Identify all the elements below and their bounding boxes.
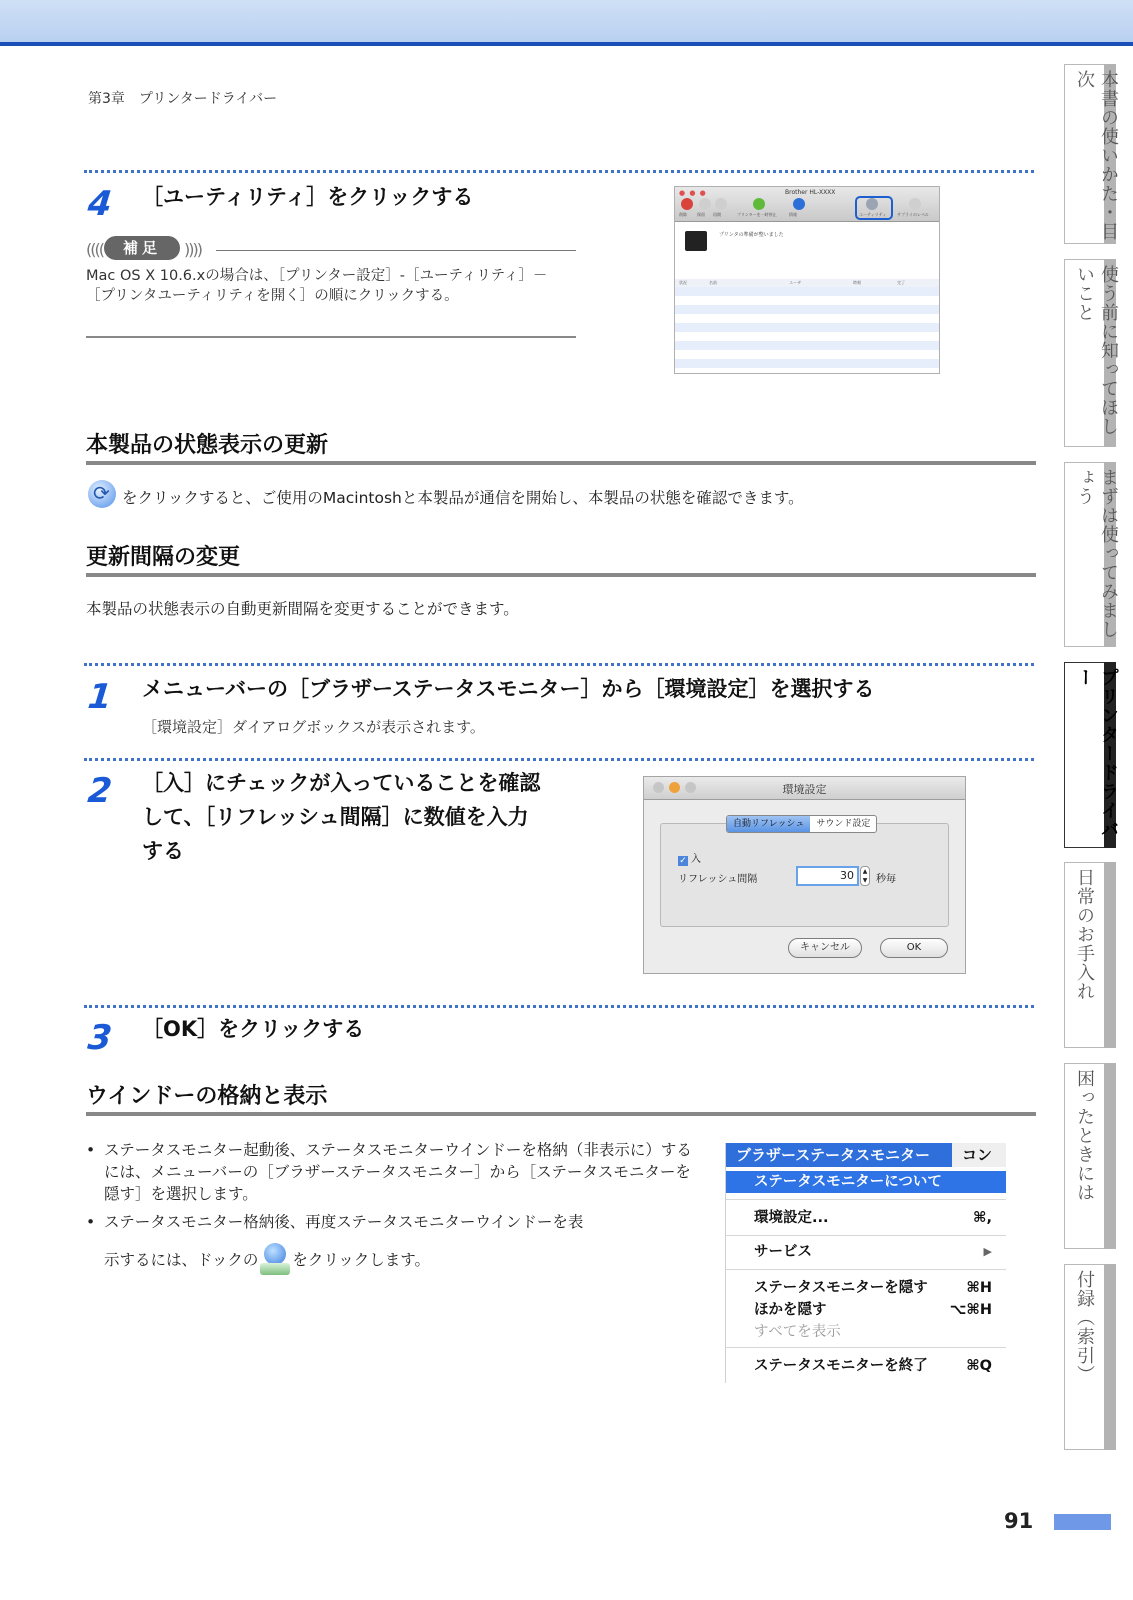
preferences-dialog-screenshot bbox=[643, 776, 966, 974]
page-number: 91 bbox=[1004, 1509, 1034, 1533]
step-title-line: する bbox=[142, 839, 184, 863]
section-title-window: ウインドーの格納と表示 bbox=[86, 1084, 328, 1109]
section-title-refresh: 本製品の状態表示の更新 bbox=[86, 433, 329, 458]
bullet-continuation: 示するには、ドックの をクリックします。 bbox=[104, 1243, 724, 1276]
column-header: 完了 bbox=[897, 280, 905, 285]
refresh-text: をクリックすると、ご使用のMacintoshと本製品が通信を開始し、本製品の状態を確認できます。 bbox=[122, 489, 804, 507]
step-number: 4 bbox=[85, 184, 114, 224]
toolbar-label: サプライのレベル bbox=[897, 212, 929, 217]
enable-checkbox[interactable] bbox=[678, 850, 701, 866]
hold-icon bbox=[699, 198, 711, 210]
note-text: Mac OS X 10.6.xの場合は、［プリンター設定］-［ユーティリティ］－［プリンタユーティリティを開く］の順にクリックする。 bbox=[86, 268, 548, 304]
side-tab-label: 使う前に知ってほしいこと bbox=[1074, 265, 1119, 436]
side-tab-label: まずは使ってみましょう bbox=[1074, 468, 1119, 639]
checkmark-icon: ✓ bbox=[679, 856, 687, 866]
side-tab-label: 困ったときには bbox=[1074, 1069, 1095, 1202]
toolbar-label: 情報 bbox=[789, 212, 797, 217]
interval-input[interactable]: 30 bbox=[796, 866, 859, 886]
step-divider bbox=[84, 758, 1034, 761]
side-tab-label: プリンタードライバー bbox=[1074, 668, 1119, 839]
step-divider bbox=[84, 170, 1034, 173]
page-number-bar bbox=[1054, 1514, 1111, 1530]
window-controls-icon: ● ● ● bbox=[679, 189, 707, 197]
menu-item-preferences[interactable]: 環境設定... ⌘, bbox=[754, 1210, 992, 1226]
tab-auto-refresh[interactable]: 自動リフレッシュ bbox=[727, 816, 810, 832]
header-rule bbox=[0, 42, 1133, 46]
side-tab-contents[interactable] bbox=[1064, 64, 1119, 244]
section-title-interval: 更新間隔の変更 bbox=[86, 545, 241, 570]
side-tab-appendix[interactable] bbox=[1064, 1264, 1116, 1450]
utility-icon bbox=[866, 198, 878, 210]
supply-level-icon bbox=[909, 198, 921, 210]
job-table-rows bbox=[675, 287, 939, 373]
side-tab-label: 日常のお手入れ bbox=[1074, 868, 1095, 1001]
app-menu-screenshot bbox=[725, 1143, 1006, 1383]
note-badge: 補足 bbox=[104, 236, 180, 260]
submenu-arrow-icon: ▶ bbox=[983, 1245, 992, 1258]
section-rule bbox=[86, 1112, 1036, 1116]
side-tab-getting-started[interactable] bbox=[1064, 462, 1119, 647]
bullet-item: • ステータスモニター起動後、ステータスモニターウインドーを格納（非表示に）するには、メニューバーの［ブラザーステータスモニター］から［ステータスモニターを隠す］を選択します。 bbox=[86, 1139, 706, 1205]
menu-item-hide[interactable]: ステータスモニターを隠す ⌘H bbox=[754, 1280, 992, 1296]
info-icon bbox=[793, 198, 805, 210]
menu-item-services[interactable]: サービス ▶ bbox=[726, 1241, 1006, 1263]
dock-status-monitor-icon bbox=[258, 1243, 292, 1275]
side-tab-troubleshooting[interactable] bbox=[1064, 1063, 1116, 1249]
menu-next-item[interactable]: コン bbox=[962, 1146, 993, 1164]
pause-printer-icon bbox=[753, 198, 765, 210]
printer-icon bbox=[685, 231, 707, 251]
interval-label: リフレッシュ間隔 bbox=[678, 874, 758, 885]
side-tab-printer-driver[interactable] bbox=[1064, 662, 1119, 848]
toolbar-label: 保留 bbox=[697, 212, 705, 217]
bullet-text: ステータスモニター格納後、再度ステータスモニターウインドーを表 bbox=[104, 1213, 584, 1231]
delete-icon bbox=[681, 198, 693, 210]
header-band bbox=[0, 0, 1133, 42]
chapter-label: 第3章 プリンタードライバー bbox=[88, 91, 278, 107]
step-divider bbox=[84, 1005, 1034, 1008]
cancel-button[interactable]: キャンセル bbox=[788, 938, 862, 958]
step-number: 2 bbox=[85, 771, 114, 811]
status-message: プリンタの準備が整いました bbox=[719, 232, 784, 238]
step-number: 1 bbox=[85, 677, 114, 717]
column-header: ユーザ bbox=[789, 280, 801, 285]
side-tab-maintenance[interactable] bbox=[1064, 862, 1116, 1048]
tab-sound-settings[interactable]: サウンド設定 bbox=[816, 819, 871, 829]
interval-unit: 秒毎 bbox=[876, 874, 896, 885]
dialog-title: 環境設定 bbox=[782, 783, 827, 796]
interval-stepper[interactable]: ▲ ▼ bbox=[860, 866, 870, 886]
menu-item-show-all[interactable]: すべてを表示 bbox=[754, 1324, 841, 1340]
tab-selector bbox=[726, 815, 877, 833]
ok-button[interactable]: OK bbox=[880, 938, 948, 958]
bullet-item: • ステータスモニター格納後、再度ステータスモニターウインドーを表 bbox=[86, 1211, 706, 1233]
step-number: 3 bbox=[85, 1018, 114, 1058]
column-header: 時刻 bbox=[853, 280, 861, 285]
step-title: メニューバーの［ブラザーステータスモニター］から［環境設定］を選択する bbox=[142, 677, 875, 701]
step-title: ［ユーティリティ］をクリックする bbox=[142, 185, 474, 209]
refresh-icon bbox=[88, 480, 116, 508]
step-title-line: して、［リフレッシュ間隔］に数値を入力 bbox=[142, 805, 529, 829]
step-title-line: ［入］にチェックが入っていることを確認 bbox=[142, 771, 541, 795]
window-title: Brother HL-XXXX bbox=[785, 189, 836, 196]
side-tab-label: 付録（索引） bbox=[1074, 1270, 1095, 1384]
toolbar-label: プリンターを一時停止 bbox=[737, 212, 777, 217]
menu-app-name[interactable]: ブラザーステータスモニター bbox=[726, 1143, 952, 1167]
menu-item-hide-others[interactable]: ほかを隠す ⌥⌘H bbox=[754, 1302, 992, 1318]
step-title: ［OK］をクリックする bbox=[142, 1017, 365, 1041]
resume-icon bbox=[715, 198, 727, 210]
note-header: (((( 補足 )))) bbox=[86, 236, 576, 264]
status-monitor-screenshot bbox=[674, 186, 940, 374]
section-rule bbox=[86, 573, 1036, 577]
column-header: 状況 bbox=[679, 280, 687, 285]
toolbar-label: 再開 bbox=[713, 212, 721, 217]
section-rule bbox=[86, 461, 1036, 465]
step-divider bbox=[84, 663, 1034, 666]
column-header: 名前 bbox=[709, 280, 717, 285]
side-tab-before-use[interactable] bbox=[1064, 259, 1119, 447]
bullet-text: ステータスモニター起動後、ステータスモニターウインドーを格納（非表示に）するには、メニューバーの［ブラザーステータスモニター］から［ステータスモニターを隠す］を選択します。 bbox=[104, 1141, 692, 1203]
note-bottom-rule bbox=[86, 336, 576, 338]
checkbox-label: 入 bbox=[691, 854, 701, 865]
side-tab-label: 本書の使いかた・目次 bbox=[1074, 70, 1119, 241]
toolbar-label: ユーティリティ bbox=[859, 212, 887, 217]
step-description: ［環境設定］ダイアログボックスが表示されます。 bbox=[142, 718, 485, 736]
toolbar-label: 削除 bbox=[679, 212, 687, 217]
menu-item-quit[interactable]: ステータスモニターを終了 ⌘Q bbox=[754, 1358, 992, 1374]
interval-text: 本製品の状態表示の自動更新間隔を変更することができます。 bbox=[86, 600, 519, 618]
menu-item-about[interactable]: ステータスモニターについて bbox=[726, 1171, 1006, 1193]
